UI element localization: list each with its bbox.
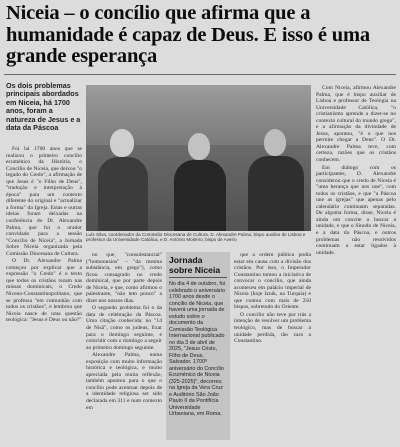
column-2 <box>86 252 162 442</box>
column-4-paragraph: Em diálogo com os participantes, D. Alexandre considerou que o credo de Niceia é "uma herança que nos une", com todos os cristãos, e que "a Páscoa une as igrejas" que apenas pelo calendário continuam separadas. De alguma forma, disse, Niceia é ainda um convite a buscar a unidade, e que o Sínodo de Niceia, e a data da Páscoa, e outros problemas não resolvidos continuam a estar ligados à unidade. <box>316 164 396 256</box>
column-1-paragraph: O Dr. Alexandre Palma começou por explicar que a expressão "o Credo" é o texto que todos os cristãos rezam nas missas dominicais, o Credo Niceno-Constantinopolitano, que se professa "em comunhão com todos os cristãos", e lembrou que Niceia nasce de uma questão teológica: "Jesus é Deus ou não?" <box>6 258 82 324</box>
person-left <box>98 123 148 231</box>
sidebar-body: No dia 4 de outubro, foi celebrado o aniversário 1700 anos desde o concílio de Niceia, que haverá uma jornada de estudo sobre o documento da Comissão Teológica Internacional publicado no dia 3 de abril de 2025, "Jesus Cristo, Filho de Deus, Salvador. 1700º aniversário do Concílio Ecuménico de Niceia (325-2025)", decorreu na Igreja da Vera Cruz e Auditório São João Paulo II da Pontifícia Universidade Urbaniana, em Roma. <box>169 281 226 417</box>
column-2-paragraph: no que, "consubstancial" ("homoousios" – "da mesma substância, em grego"), como ficou consagrado no credo dominical, que por parte depois de Niceia, e que, como afirmou o palestrante, "não tem pouco" a dizer nos nossos dias. <box>86 252 162 304</box>
column-4-paragraph: Com Niceia, afirmou Alexandre Palma, que é bispo auxiliar de Lisboa e professor de Teologia na Universidade Católica, "o cristianismo aprende a dizer-se no contexto cultural do mundo grego", e a afirmação da divindade de Jesus, apontou, "é o que nos permite chegar a Deus". O Dr. Alexandre Palma teve, com certeza, razões que os cristãos conhecem. <box>316 85 396 164</box>
sidebar-box <box>166 252 230 440</box>
headline-rule <box>4 74 396 75</box>
column-1-paragraph: Foi há 1700 anos que se realizou o primeiro concílio ecuménico da História, o Concílio de Niceia, que deixou "o legado do Credo", a afirmação de que Jesus é "o Filho de Deus", "tradução e interpretação à época" para um contexto diferente do original e "actualizar a forma" da Igreja. Estas e outras ideias foram deixadas na conferência do Dr. Alexandre Palma, que foi o orador convidado para a sessão "Concílio de Niceia", a Jornada Sobre Niceia organizada pela Comissão Diocesana de Cultura. <box>6 146 82 257</box>
article-headline: Niceia – o concílio que afirma que a humanidade é capaz de Deus. E isso é uma grande esperança <box>6 2 370 67</box>
article-photo <box>86 85 311 231</box>
column-3-paragraph: que a ordem pública podia estar em causa com a divisão dos cristãos. Por isso, o Imperador Constantino tomou a iniciativa de convocar o concílio, que ainda aconteceu em palácio imperial de Niceia (hoje Iznik, na Turquia) e que contou com mais de 250 bispos, sobretudo do Oriente. <box>234 252 311 311</box>
person-right <box>248 125 304 231</box>
sidebar-title: Jornada sobre Niceia <box>169 255 227 278</box>
column-2-paragraph: Alexandre Palma, numa exposição com muito informação histórica e teológica, e muito apreciada pela muita reflexão, também apontou para o que o concílio pode acentuar depois de a identidade religiosa ser sido declarada em 311 e num contexto em <box>86 352 162 411</box>
column-3 <box>234 252 311 442</box>
column-4 <box>316 85 396 442</box>
person-center <box>174 129 226 231</box>
article-lead: Os dois problemas principais abordados em Niceia, há 1700 anos, foram a natureza de Jesus e a data da Páscoa <box>6 81 81 133</box>
column-2-paragraph: O segundo problema foi o da data de celebração da Páscoa. Uma citação conhecida: no "14 de Nisã", como os judeus, fixar para o domingo seguinte, e coincidir com o domingo a seguir ao primeiro domingo seguinte. <box>86 305 162 351</box>
photo-caption: Luís Silva, coordenador da Comissão Diocesana de Cultura, D. Alexandre Palma, bispo auxiliar de Lisboa e professor da Universidade Católica, e D. António Moiteiro, bispo de Aveiro <box>86 232 306 243</box>
column-1 <box>6 146 82 442</box>
column-3-paragraph: O concílio não teve por trás a intenção de resolver um problema teológico, mas de buscar a unidade perdida, tão cara a Constantino. <box>234 311 311 345</box>
